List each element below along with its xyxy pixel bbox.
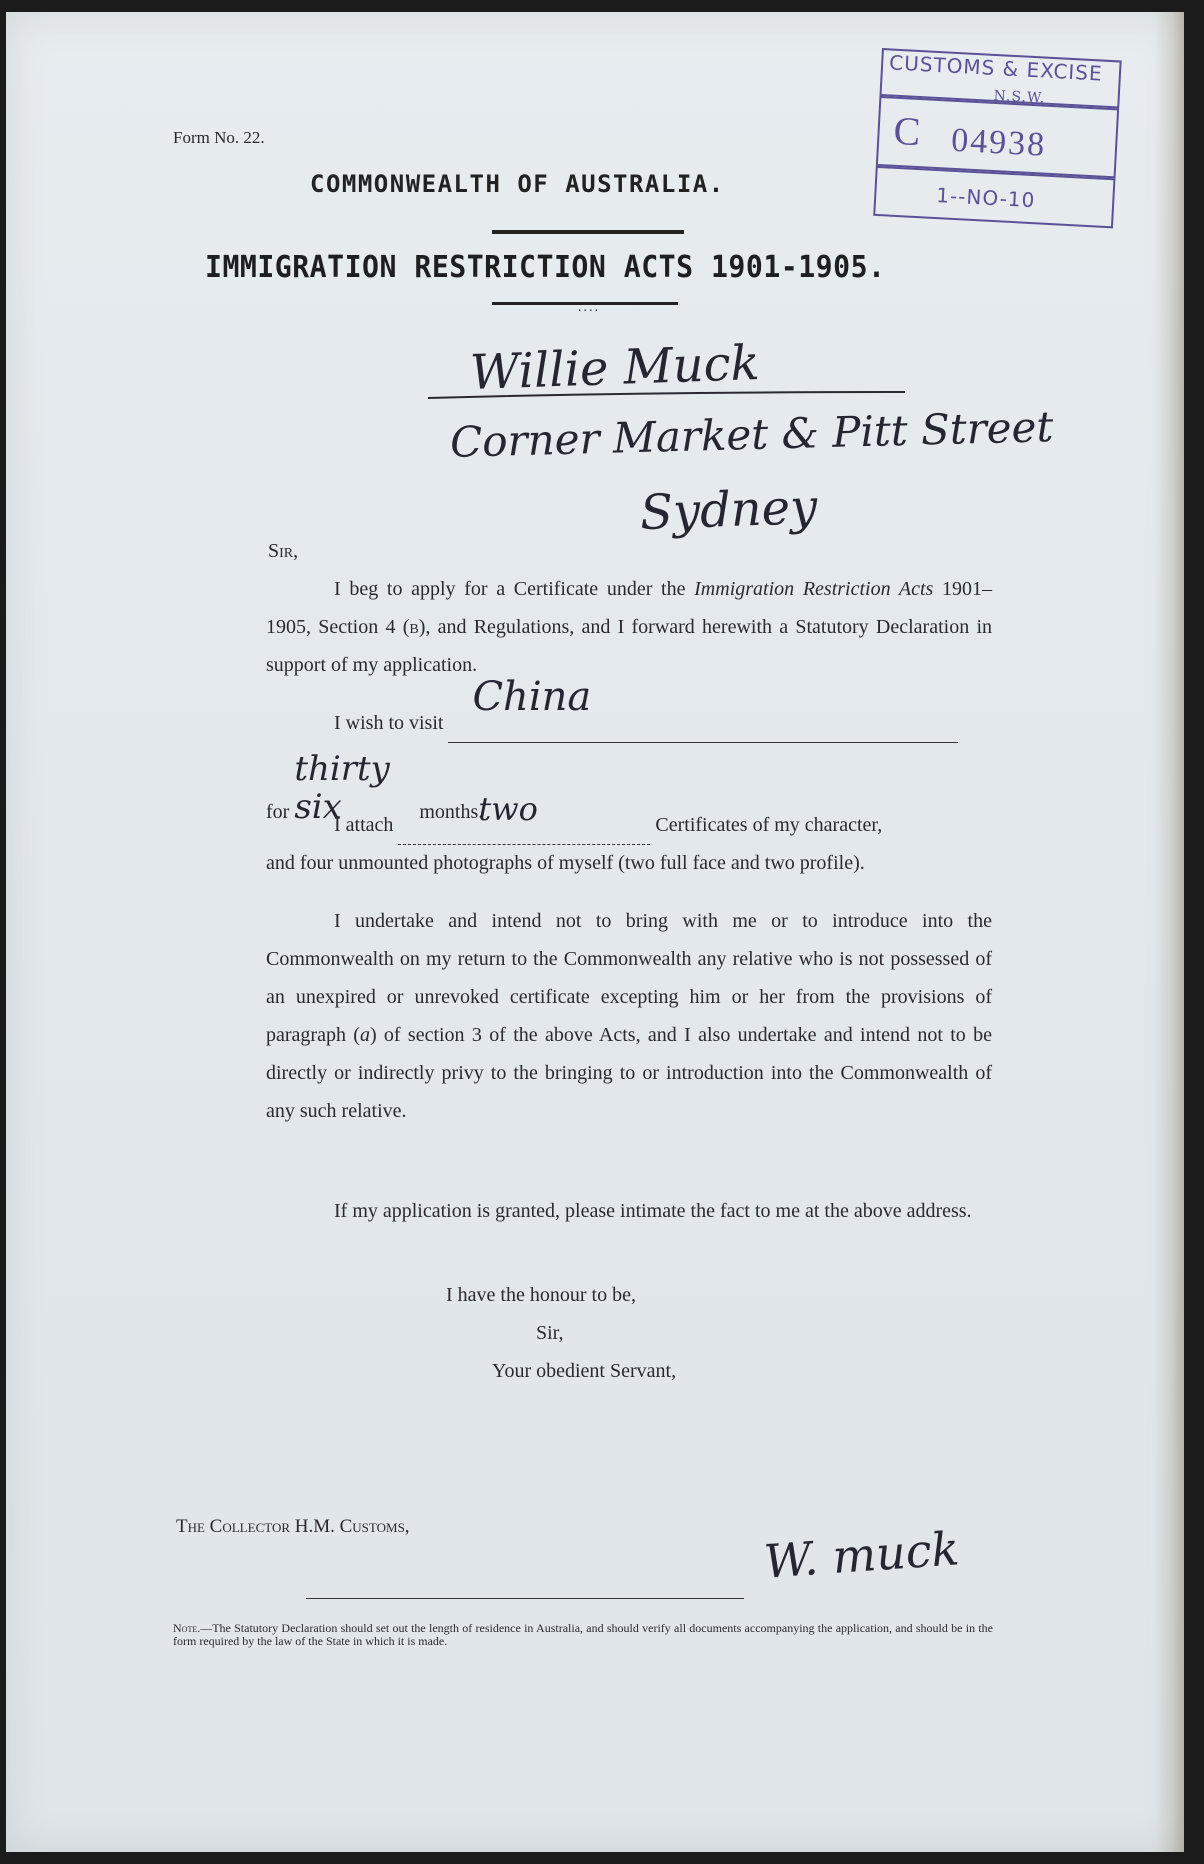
for-value: thirty six	[294, 749, 390, 827]
closing-honour: I have the honour to be,	[446, 1284, 636, 1306]
title-ornament: ....	[578, 300, 600, 315]
stamp-line1: CUSTOMS & EXCISE	[888, 50, 1104, 86]
wish-to-visit-line	[334, 674, 994, 743]
form-number: Form No. 22.	[173, 128, 265, 147]
acts-title: IMMIGRATION RESTRICTION ACTS 1901-1905.	[205, 250, 886, 285]
para1-end: ), and Regulations, and I forward herewith a Statutory Declaration in support of my application.	[266, 616, 992, 676]
applicant-address-line2: Sydney	[639, 478, 819, 542]
paragraph-undertaking	[266, 902, 992, 1130]
stamp-number: 04938	[950, 121, 1048, 164]
attach-blank	[398, 790, 650, 845]
attach-rest: Certificates of my character,	[655, 814, 883, 836]
months-label: months.	[419, 801, 484, 823]
stamp-date: 1--NO-10	[935, 183, 1036, 213]
para3-italic: a	[359, 1024, 370, 1046]
wish-blank	[448, 674, 958, 743]
for-label: for	[266, 801, 290, 823]
para1-mid: 1901–1905, Section 4 (	[266, 578, 992, 638]
footnote	[173, 1622, 993, 1648]
para1-section: b	[409, 616, 419, 638]
addressee: The Collector H.M. Customs,	[176, 1516, 410, 1537]
stamp-line2: N.S.W.	[993, 87, 1046, 107]
applicant-address-line1: Corner Market & Pitt Street	[449, 402, 1054, 467]
attach-line	[334, 790, 994, 845]
name-underline	[0, 0, 1204, 600]
para1-start: I beg to apply for a Certificate under the	[334, 578, 695, 600]
commonwealth-heading: COMMONWEALTH OF AUSTRALIA.	[310, 170, 725, 198]
signature: W. muck	[762, 1521, 962, 1589]
signature-line	[306, 1598, 744, 1599]
closing-servant: Your obedient Servant,	[492, 1360, 677, 1382]
para3-a: I undertake and intend not to bring with me or to introduce into the Commonwealth on my return to the Commonwealth any relative who is not possessed of an unexpired or unrevoked certificate excepting him or her from the provisions of paragraph (	[266, 910, 992, 1046]
note-label: Note.	[173, 1621, 201, 1635]
attach-label: I attach	[334, 814, 394, 836]
closing-sir: Sir,	[536, 1322, 564, 1344]
applicant-name: Willie Muck	[469, 334, 761, 402]
wish-label: I wish to visit	[334, 712, 444, 734]
para3-b: ) of section 3 of the above Acts, and I also undertake and intend not to be directly or indirectly privy to the bringing to or introduction into the Commonwealth of any such relative.	[266, 1024, 992, 1122]
note-text: —The Statutory Declaration should set out the length of residence in Australia, and should verify all documents accompanying the application, and should be in the form required by the law of the State in which it is made.	[173, 1621, 993, 1648]
attach-value: two	[478, 790, 538, 828]
stamp-prefix: C	[892, 107, 922, 155]
paragraph-application	[266, 570, 992, 684]
para1-acts-italic: Immigration Restriction Acts	[694, 578, 934, 600]
wish-value: China	[472, 674, 592, 720]
paragraph-request: If my application is granted, please intimate the fact to me at the above address.	[334, 1200, 972, 1222]
photos-line: and four unmounted photographs of myself (two full face and two profile).	[266, 852, 865, 874]
salutation: Sir,	[268, 540, 299, 562]
